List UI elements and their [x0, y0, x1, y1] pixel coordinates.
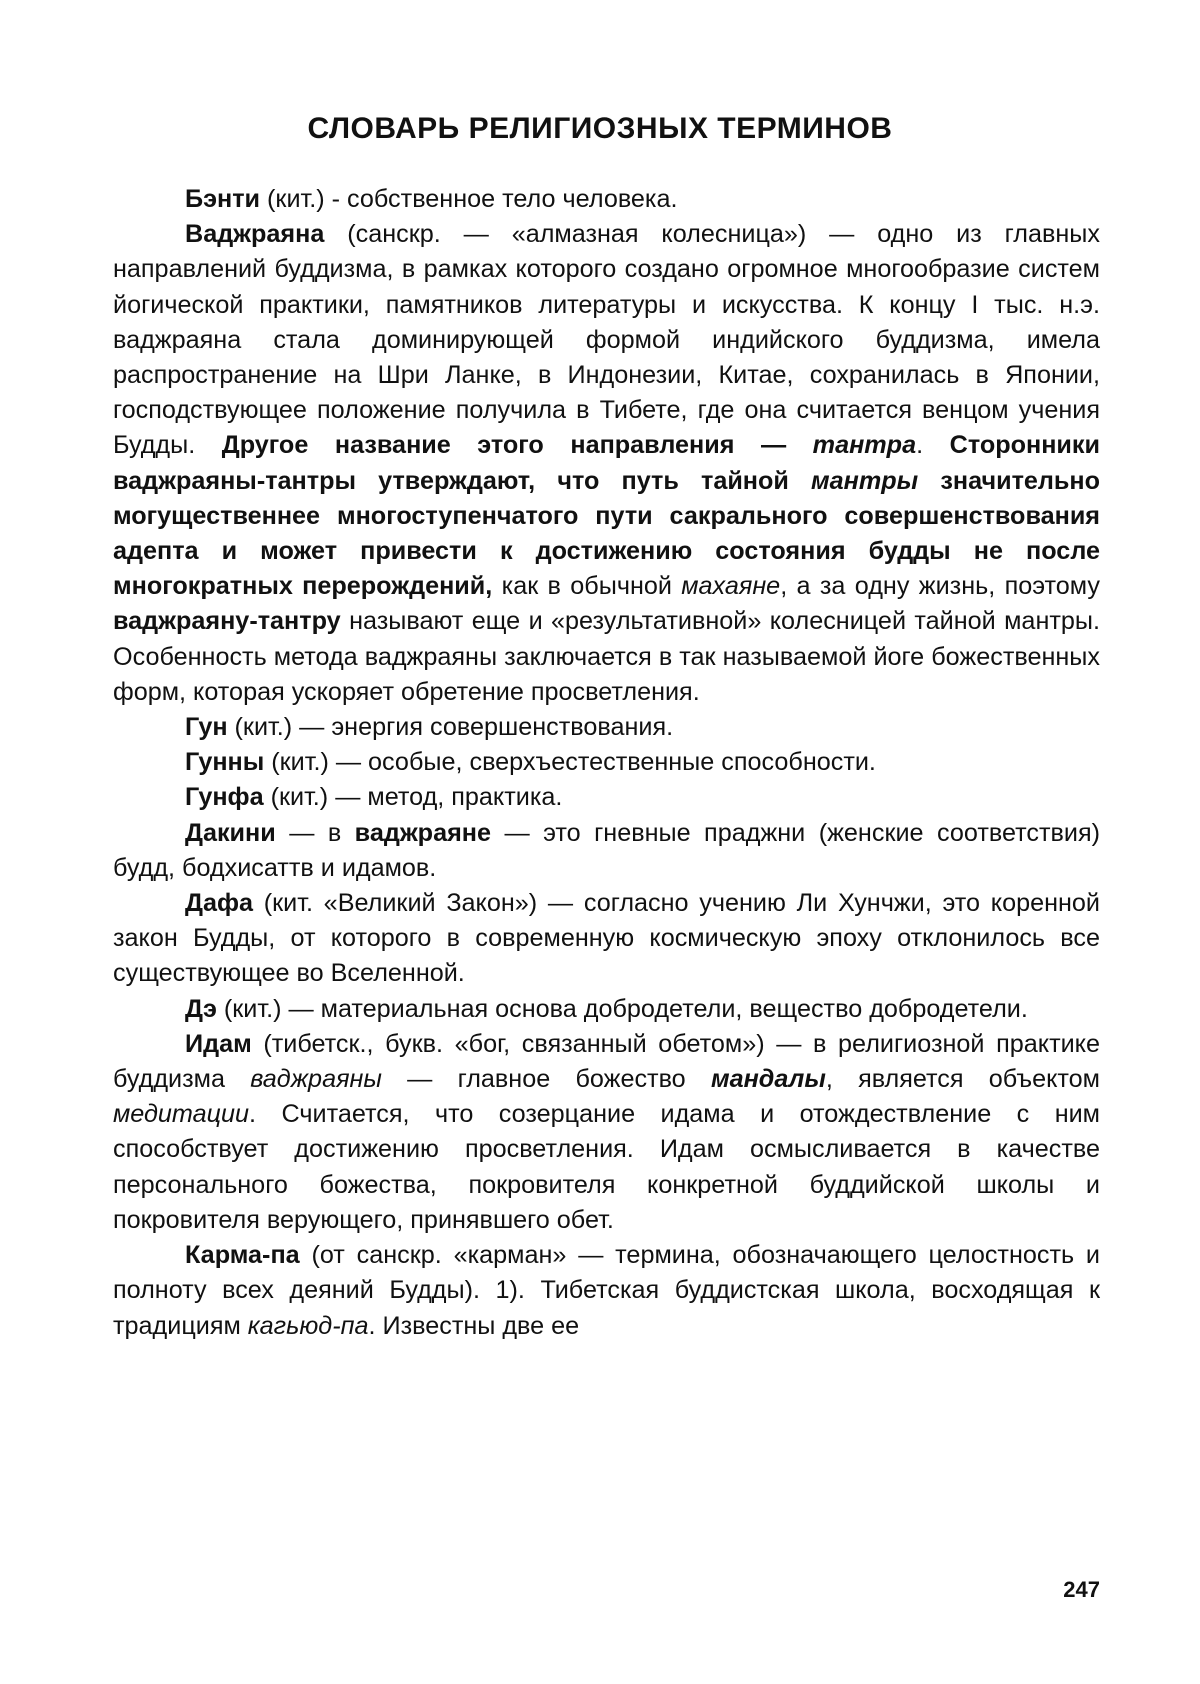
entry-vajrayana	[113, 217, 1100, 710]
entry-bold-text: ваджраяну-тантру	[113, 607, 341, 636]
entry-text: (от санскр. «карман» — термина, обозначающего целостность и полноту всех деяний Будды). 1). Тибетская буддистская школа, восходящая к традициям	[113, 1241, 1100, 1340]
entry-text: как в обычной	[492, 572, 682, 601]
entry-karma-pa	[113, 1238, 1100, 1344]
glossary-body	[113, 182, 1100, 1344]
entry-text: — в	[275, 818, 355, 847]
entry-text: , а за одну жизнь, поэтому	[780, 572, 1100, 601]
entry-dafa	[113, 886, 1100, 992]
entry-bold-text: Другое название этого направления —	[221, 431, 813, 460]
entry-italic-term: махаяне	[681, 572, 781, 601]
entry-term: Дакини	[185, 818, 276, 847]
entry-text: (кит.) — метод, практика.	[263, 783, 563, 812]
entry-term: Идам	[185, 1029, 252, 1058]
entry-term: Бэнти	[185, 185, 261, 213]
entry-text: . Считается, что созерцание идама и отождествление с ним способствует достижению просветления. Идам осмысливается в качестве персонального божества, покровителя конкретной буддийской школы и покровителя верующего, принявшего обет.	[113, 1100, 1100, 1234]
entry-text: (кит.) — материальная основа добродетели, вещество добродетели.	[216, 994, 1028, 1023]
entry-text: .	[916, 431, 950, 460]
entry-term: Карма-па	[185, 1241, 300, 1270]
entry-text: — главное божество	[381, 1065, 711, 1094]
entry-de	[113, 992, 1100, 1027]
entry-text: (тибетск., букв. «бог, связанный обетом») — в религиозной практике буддизма	[113, 1029, 1100, 1094]
entry-dakini	[113, 816, 1100, 886]
page-number: 247	[1063, 1577, 1100, 1602]
entry-term: Дэ	[185, 994, 217, 1023]
entry-gunfa	[113, 780, 1100, 815]
entry-text: , является объектом	[825, 1065, 1100, 1094]
entry-text: (санскр. — «алмазная колесница») — одно из главных направлений буддизма, в рамках которого создано огромное многообразие систем йогической практики, памятников литературы и искусства. К концу I тыс. н.э. ваджраяна стала доминирующей формой индийского буддизма, имела распространение на Шри Ланке, в Индонезии, Китае, сохранилась в Японии, господствующее положение получила в Тибете, где она считается венцом учения Будды.	[113, 220, 1100, 460]
entry-gunny	[113, 745, 1100, 780]
entry-text: . Известны две ее	[368, 1311, 580, 1340]
entry-gun	[113, 710, 1100, 745]
entry-text: (кит.) — особые, сверхъестественные способности.	[264, 748, 876, 777]
entry-text: называют еще и «результативной» колесницей тайной мантры. Особенность метода ваджраяны заключается в так называемой йоге божественных форм, которая ускоряет обретение просветления.	[113, 607, 1100, 706]
entry-idam	[113, 1027, 1100, 1238]
entry-bold-text: значительно могущественнее многоступенчатого пути сакрального совершенствования адепта и может привести к достижению состояния будды не после многократных перерождений,	[113, 466, 1100, 601]
entry-bold-text: ваджраяне	[354, 818, 491, 847]
entry-term: Гунфа	[185, 783, 264, 812]
entry-italic-term: тантра	[812, 431, 917, 460]
entry-term: Гунны	[185, 748, 265, 777]
entry-text: (кит.) - собственное тело человека.	[260, 185, 678, 213]
entry-italic-term: ваджраяны	[250, 1065, 382, 1094]
entry-text: — это гневные праджни (женские соответствия) будд, бодхисаттв и идамов.	[113, 818, 1100, 882]
entry-italic-term: мантры	[811, 466, 919, 495]
entry-bold-text: Сторонники ваджраяны-тантры утверждают, что путь тайной	[113, 431, 1100, 495]
entry-term: Гун	[185, 713, 228, 742]
page-title: СЛОВАРЬ РЕЛИГИОЗНЫХ ТЕРМИНОВ	[307, 112, 893, 145]
entry-text: (кит.) — энергия совершенствования.	[227, 713, 674, 742]
entry-text: (кит. «Великий Закон») — согласно учению Ли Хунчжи, это коренной закон Будды, от которого в современную космическую эпоху отклонилось все существующее во Вселенной.	[113, 889, 1100, 988]
entry-benti	[113, 182, 1100, 217]
entry-term: Дафа	[185, 889, 253, 918]
entry-italic-term: мандалы	[710, 1065, 826, 1094]
entry-italic-term: кагьюд-па	[247, 1311, 369, 1340]
entry-term: Ваджраяна	[185, 220, 325, 249]
entry-italic-term: медитации	[113, 1100, 250, 1129]
